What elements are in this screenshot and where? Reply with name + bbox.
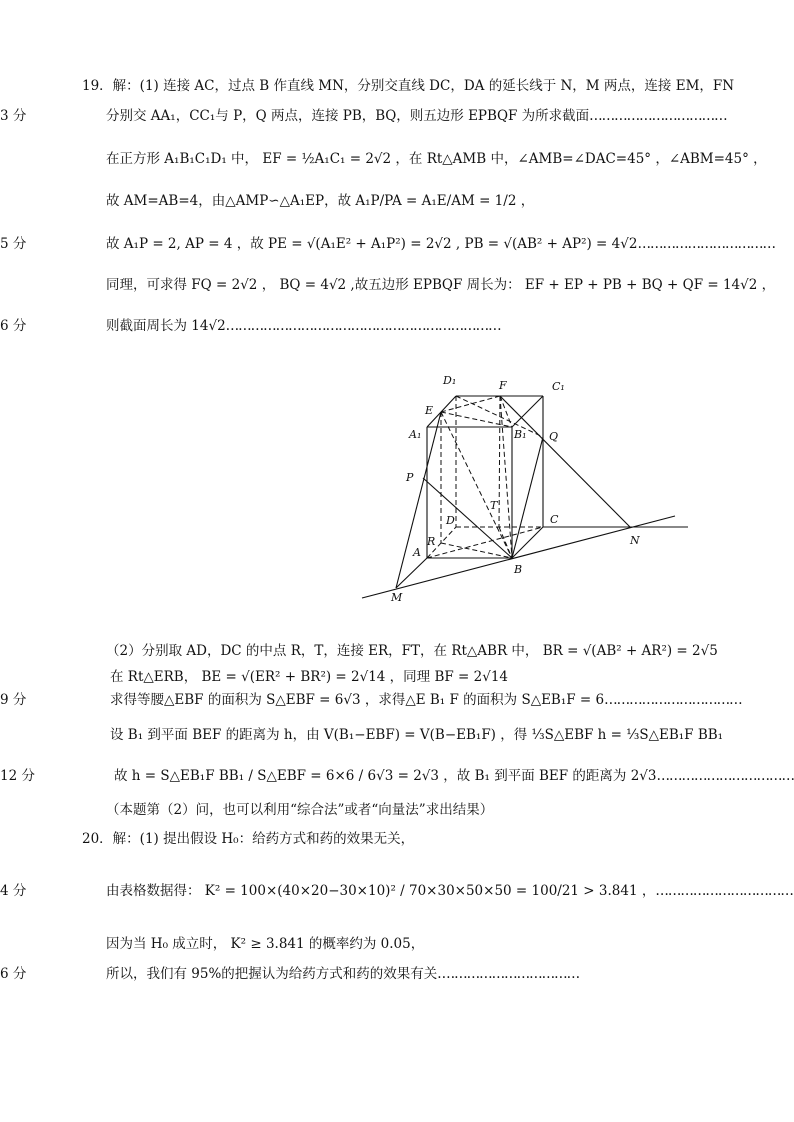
label-C1: C₁ (552, 380, 565, 393)
leader-dots: …………………………… (656, 768, 794, 784)
line-AM (396, 558, 427, 588)
line-BQ (512, 437, 543, 558)
edge-B1C1 (512, 396, 543, 427)
leader-dots: …………………………… (637, 236, 775, 252)
label-R: R (427, 535, 436, 548)
label-D: D (446, 514, 455, 527)
score-5: 5 分 (0, 236, 27, 252)
q19-line-7-text: 则截面周长为 14√2 (106, 318, 226, 334)
line-FN (500, 396, 630, 527)
leader-dots: …………………………… (363, 318, 501, 334)
q19b-line-2: 在 Rt△ERB， BE = √(ER² + BR²) = 2√14 ，同理 BF = 2√14 (110, 669, 509, 685)
line-TB (499, 527, 512, 558)
label-D1: D₁ (443, 374, 457, 387)
label-C: C (550, 513, 559, 526)
score-4: 4 分 (0, 883, 27, 899)
leader-dots: …………………………… (604, 692, 742, 708)
q20-line-2-text: 由表格数据得： K² = 100×(40×20−30×10)² / 70×30×50×50 = 100/21 > 3.841 ， (106, 883, 656, 899)
leader-dots: …………………………… (655, 883, 793, 899)
line-PB (423, 478, 512, 558)
label-B1: B₁ (514, 428, 527, 441)
line-EB (441, 412, 512, 558)
label-P: P (406, 471, 414, 484)
label-A: A (413, 546, 421, 559)
q19-line-1: 19．解：(1) 连接 AC，过点 B 作直线 MN，分别交直线 DC，DA 的延长线于 N，M 两点，连接 EM，FN (82, 78, 735, 94)
edge-A1D1 (427, 396, 456, 427)
leader-dots: …………………………… (589, 108, 727, 124)
label-Q: Q (549, 430, 559, 443)
label-E: E (425, 404, 434, 417)
edge-BC (512, 527, 543, 558)
q19b-line-1: （2）分别取 AD，DC 的中点 R，T，连接 ER，FT，在 Rt△ABR 中， BR = √(AB² + AR²) = 2√5 (106, 643, 718, 659)
q19-line-5-text: 故 A₁P = 2, AP = 4 ，故 PE = √(A₁E² + A₁P²) = 2√2 , PB = √(AB² + AP²) = 4√2 (106, 236, 638, 252)
score-9: 9 分 (0, 692, 27, 708)
q19-line-4: 故 AM=AB=4，由△AMP∽△A₁EP，故 A₁P/PA = A₁E/AM = 1/2 ， (106, 193, 535, 209)
label-A1: A₁ (409, 428, 422, 441)
q20-line-1: 20．解：(1) 提出假设 H₀：给药方式和药的效果无关， (82, 831, 415, 847)
line-D1B1 (456, 396, 543, 437)
line-EB1 (441, 412, 512, 427)
line-RB (441, 543, 512, 558)
leader-dots: …………………………… (225, 318, 364, 334)
q19-line-3: 在正方形 A₁B₁C₁D₁ 中， EF = ½A₁C₁ = 2√2 ，在 Rt△AMB 中，∠AMB=∠DAC=45° ，∠ABM=45° ， (106, 151, 767, 167)
line-MN (362, 516, 675, 598)
q19b-note: （本题第（2）问，也可以利用“综合法”或者“向量法”求出结果） (106, 802, 494, 818)
q19b-line-5-text: 故 h = S△EB₁F BB₁ / S△EBF = 6×6 / 6√3 = 2√3 ，故 B₁ 到平面 BEF 的距离为 2√3 (114, 768, 657, 784)
edge-AD (427, 527, 456, 558)
label-B: B (514, 563, 523, 576)
label-M: M (391, 591, 403, 604)
leader-dots: …………………………… (441, 966, 580, 982)
line-EF (441, 396, 500, 412)
line-FB (500, 396, 512, 558)
label-F: F (499, 379, 507, 392)
score-3: 3 分 (0, 108, 27, 124)
q20-line-3: 因为当 H₀ 成立时， K² ≥ 3.841 的概率约为 0.05， (106, 936, 425, 952)
q19-line-2-text: 分别交 AA₁，CC₁与 P，Q 两点，连接 PB，BQ，则五边形 EPBQF 为所求截面 (106, 108, 590, 124)
label-N: N (630, 534, 640, 547)
q19b-line-3-text: 求得等腰△EBF 的面积为 S△EBF = 6√3 ，求得△E B₁ F 的面积为 S△EB₁F = 6 (110, 692, 605, 708)
q19-line-6: 同理，可求得 FQ = 2√2 ， BQ = 4√2 ,故五边形 EPBQF 周长为： EF + EP + PB + BQ + QF = 14√2 ， (106, 277, 776, 293)
line-EM (396, 412, 441, 588)
label-T: T (490, 499, 498, 512)
score-12: 12 分 (0, 768, 35, 784)
q19b-line-4: 设 B₁ 到平面 BEF 的距离为 h，由 V(B₁−EBF) = V(B−EB₁F) ，得 ⅓S△EBF h = ⅓S△EB₁F BB₁ (110, 727, 724, 743)
line-FT (499, 396, 500, 527)
line-FB1 (500, 396, 512, 427)
score-6: 6 分 (0, 318, 27, 334)
score-6b: 6 分 (0, 966, 27, 982)
q20-line-4-text: 所以，我们有 95%的把握认为给药方式和药的效果有关. (106, 966, 442, 982)
line-AC (427, 527, 543, 558)
